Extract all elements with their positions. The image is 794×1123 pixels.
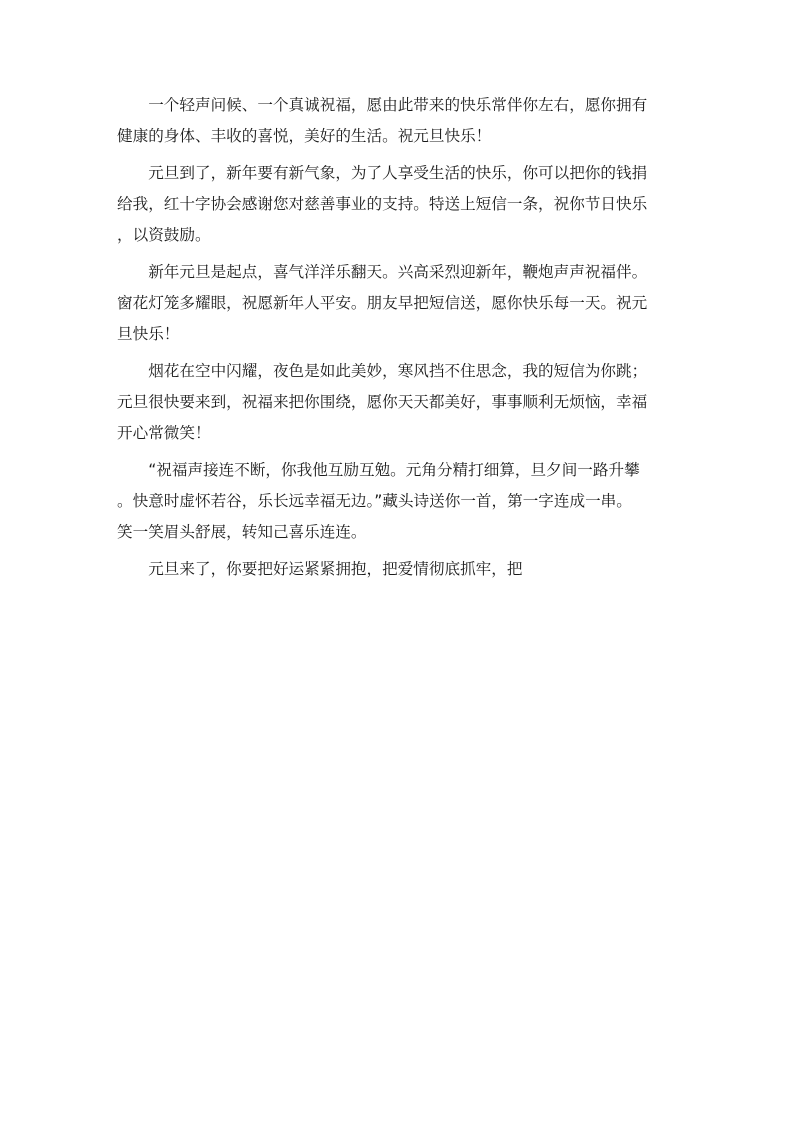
paragraph-6 [117,554,677,585]
paragraph-line: 元旦到了，新年要有新气象，为了人享受生活的快乐，你可以把你的钱捐 [148,164,648,182]
paragraph-line: 开心常微笑！ [117,424,211,442]
document-body [117,90,677,591]
paragraph-line: “祝福声接连不断，你我他互励互勉。元角分精打细算，旦夕间一路升攀 [148,461,640,479]
paragraph-line: 给我，红十字协会感谢您对慈善事业的支持。特送上短信一条，祝你节日快乐 [117,195,648,213]
paragraph-line: 窗花灯笼多耀眼，祝愿新年人平安。朋友早把短信送，愿你快乐每一天。祝元 [117,294,648,312]
paragraph-line: 元旦来了，你要把好运紧紧拥抱，把爱情彻底抓牢，把 [148,560,523,578]
paragraph-5 [117,455,677,548]
paragraph-line: ，以资鼓励。 [117,226,211,244]
paragraph-line: 健康的身体、丰收的喜悦，美好的生活。祝元旦快乐！ [117,127,492,145]
paragraph-line: 新年元旦是起点，喜气洋洋乐翻天。兴高采烈迎新年，鞭炮声声祝福伴。 [148,263,648,281]
paragraph-1 [117,90,677,152]
paragraph-line: 一个轻声问候、一个真诚祝福，愿由此带来的快乐常伴你左右，愿你拥有 [148,96,648,114]
paragraph-line: 烟花在空中闪耀，夜色是如此美妙，寒风挡不住思念，我的短信为你跳； [148,362,648,380]
paragraph-line: 笑一笑眉头舒展，转知己喜乐连连。 [117,523,367,541]
paragraph-4 [117,356,677,449]
paragraph-3 [117,257,677,350]
paragraph-line: 元旦很快要来到，祝福来把你围绕，愿你天天都美好，事事顺利无烦恼，幸福 [117,393,648,411]
paragraph-line: 旦快乐！ [117,325,180,343]
paragraph-2 [117,158,677,251]
paragraph-line: 。快意时虚怀若谷，乐长远幸福无边。”藏头诗送你一首，第一字连成一串。 [117,492,632,510]
